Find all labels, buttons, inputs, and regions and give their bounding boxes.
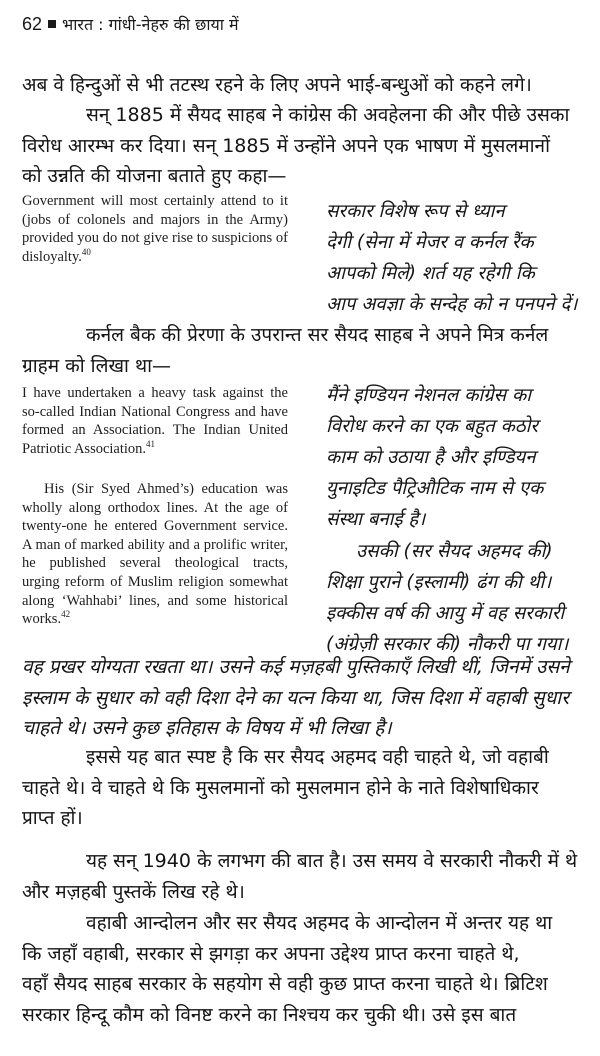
header-title: भारत : गांधी-नेहरु की छाया में — [62, 15, 239, 34]
quote-3-english-text: His (Sir Syed Ahmed’s) education was wholly along orthodox lines. At the age of twenty-one he entered Government service. A man of marked ability and a prolific writer, he published several theological tracts, urging reform of Muslim religion somewhat along ‘Wahhabi’ lines, and some historical works. — [22, 481, 288, 628]
page-number: 62 — [22, 13, 43, 34]
footnote-ref-42: 42 — [61, 609, 71, 620]
quote-1-english — [22, 192, 288, 266]
quote-3-hindi: उसकी (सर सैयद अहमद की) शिक्षा पुराने (इस्लामी) ढंग की थी। इक्कीस वर्ष की आयु में वह सरकारी (अंग्रेज़ी सरकार की) नौकरी पा गया। — [326, 541, 569, 655]
quote-2-english — [22, 384, 288, 458]
header-square-bullet — [48, 20, 56, 28]
running-header — [22, 10, 239, 38]
quote-1-english-text: Government will most certainly attend to it (jobs of colonels and majors in the Army) provided you do not give rise to suspicions of disloyalty. — [22, 193, 288, 265]
paragraph-2: सन् 1885 में सैयद साहब ने कांग्रेस की अवहेलना की और पीछे उसका विरोध आरम्भ कर दिया। सन् 1885 में उन्होंने अपने एक भाषण में मुसलमानों को उन्नति की योजना बताते हुए कहा— — [22, 104, 570, 187]
paragraph-7: वहाबी आन्दोलन और सर सैयद अहमद के आन्दोलन में अन्तर यह था कि जहाँ वहाबी, सरकार से झगड़ा कर अपना उद्देश्य प्राप्त करना चाहते थे, वहाँ सैयद साहब सरकार के सहयोग से वही कुछ प्राप्त करना चाहते थे। ब्रिटिश सरकार हिन्दू कौम को विनष्ट करने का निश्चय कर चुकी थी। उसे इस बात — [22, 912, 553, 1026]
quote-2-english-text: I have undertaken a heavy task against the so-called Indian National Congress and have formed an Association. The Indian United Patriotic Association. — [22, 385, 288, 457]
paragraph-6: यह सन् 1940 के लगभग की बात है। उस समय वे सरकारी नौकरी में थे और मज़हबी पुस्तकें लिख रहे थे। — [22, 850, 578, 903]
footnote-ref-40: 40 — [81, 246, 91, 257]
footnote-ref-41: 41 — [146, 438, 156, 449]
paragraph-1: अब वे हिन्दुओं से भी तटस्थ रहने के लिए अपने भाई-बन्धुओं को कहने लगे। — [22, 74, 532, 96]
quote-2-hindi: मैंने इण्डियन नेशनल कांग्रेस का विरोध करने का एक बहुत कठोर काम को उठाया है और इण्डियन युनाइटिड पैट्रिऔटिक नाम से एक संस्था बनाई है। — [326, 385, 544, 530]
quote-1-hindi: सरकार विशेष रूप से ध्यान देगी (सेना में मेजर व कर्नल रैंक आपको मिले) शर्त यह रहेगी कि आप अवज्ञा के सन्देह को न पनपने दें। — [326, 201, 578, 315]
paragraph-5: इससे यह बात स्पष्ट है कि सर सैयद अहमद वही चाहते थे, जो वहाबी चाहते थे। वे चाहते थे कि मुसलमानों को मुसलमान होने के नाते विशेषाधिकार प्राप्त हों। — [22, 746, 549, 829]
paragraph-3: कर्नल बैक की प्रेरणा के उपरान्त सर सैयद साहब ने अपने मित्र कर्नल ग्राहम को लिखा था— — [22, 324, 549, 377]
quote-3-english — [22, 480, 288, 629]
paragraph-4: वह प्रखर योग्यता रखता था। उसने कई मज़हबी पुस्तिकाएँ लिखी थीं, जिनमें उसने इस्लाम के सुधार को वही दिशा देने का यत्न किया था, जिस दिशा में वहाबी सुधार चाहते थे। उसने कुछ इतिहास के विषय में भी लिखा है। — [22, 656, 570, 739]
